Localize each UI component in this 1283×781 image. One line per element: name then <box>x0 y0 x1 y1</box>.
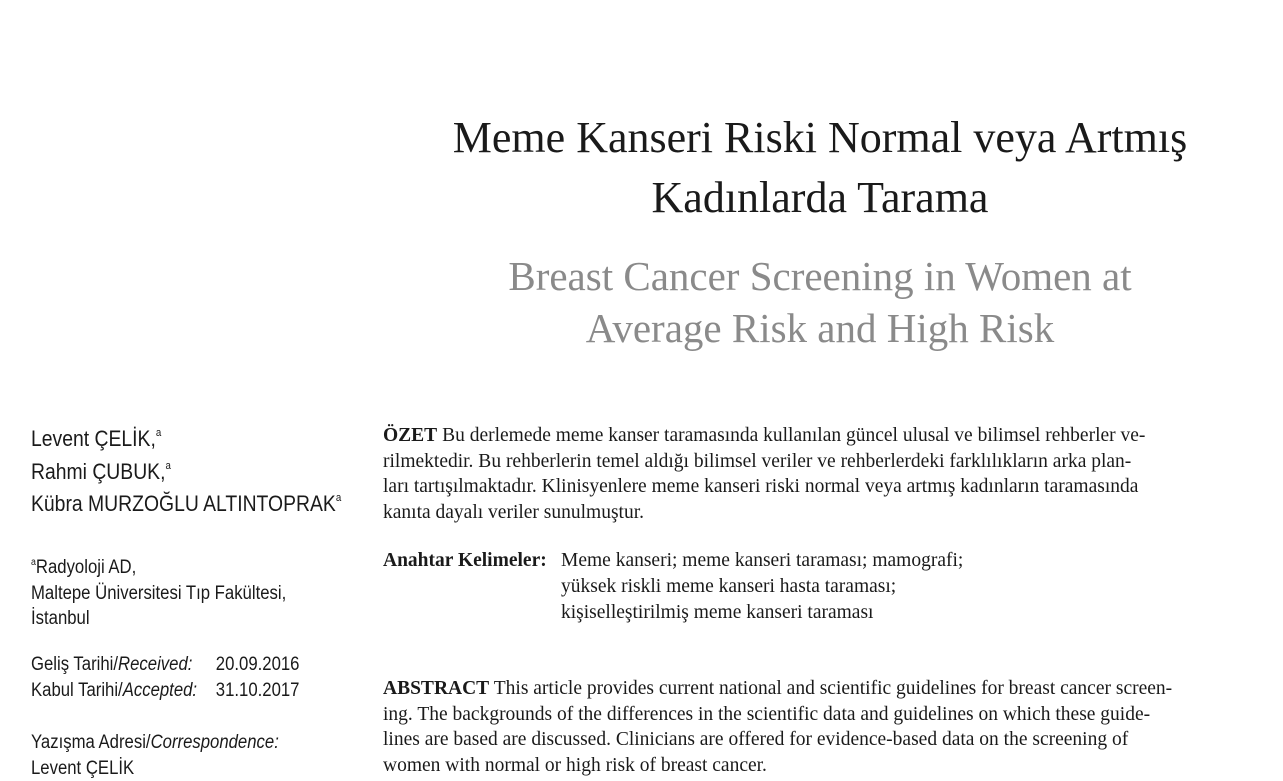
author-item <box>31 453 330 486</box>
author-name: Rahmi ÇUBUK, <box>31 459 165 484</box>
keywords-row <box>383 574 1253 600</box>
keyword-line: Meme kanseri; meme kanseri taraması; mamografi; <box>561 548 963 574</box>
ozet-line: rilmektedir. Bu rehberlerin temel aldığı bilimsel veriler ve rehberlerdeki farklılıkların arka plan- <box>383 449 1253 475</box>
title-en-line: Average Risk and High Risk <box>380 302 1260 354</box>
abstract-line: lines are based are discussed. Clinicians are offered for evidence-based data on the screening of <box>383 727 1253 753</box>
author-name: Kübra MURZOĞLU ALTINTOPRAK <box>31 491 336 516</box>
accepted-date: 31.10.2017 <box>216 678 300 704</box>
ozet-line: ÖZET Bu derlemede meme kanser taramasında kullanılan güncel ulusal ve bilimsel rehberler ve- <box>383 423 1253 449</box>
author-affiliation-mark: a <box>156 427 161 439</box>
correspondence-label: Yazışma Adresi/Correspondence: <box>31 730 279 756</box>
correspondence <box>31 730 279 781</box>
keyword-line: yüksek riskli meme kanseri hasta taraması; <box>561 574 896 600</box>
keywords-section <box>383 548 1253 626</box>
author-list <box>31 420 330 518</box>
article-dates <box>31 652 299 703</box>
affiliation <box>31 550 286 632</box>
title-en-line: Breast Cancer Screening in Women at <box>380 250 1260 302</box>
ozet-line: ları tartışılmaktadır. Klinisyenlere meme kanseri riski normal veya artmış kadınların taramasında <box>383 474 1253 500</box>
abstract-line: ABSTRACT This article provides current national and scientific guidelines for breast cancer screen- <box>383 676 1253 702</box>
ozet-label: ÖZET <box>383 425 437 446</box>
abstract-label: ABSTRACT <box>383 678 489 699</box>
affiliation-line: $^a$Radyoloji AD, <box>31 550 286 581</box>
affiliation-line: Maltepe Üniversitesi Tıp Fakültesi, <box>31 581 286 607</box>
article-title-turkish <box>380 108 1260 228</box>
article-title-english <box>380 250 1260 354</box>
keywords-row <box>383 600 1253 626</box>
ozet-section <box>383 423 1253 525</box>
author-name: Levent ÇELİK, <box>31 426 156 451</box>
author-affiliation-mark: a <box>165 460 170 472</box>
keywords-label: Anahtar Kelimeler: <box>383 548 561 574</box>
accepted-label: Kabul Tarihi/Accepted: <box>31 678 216 704</box>
title-tr-line: Meme Kanseri Riski Normal veya Artmış <box>380 108 1260 168</box>
correspondence-name: Levent ÇELİK <box>31 756 279 781</box>
received-date: 20.09.2016 <box>216 652 300 678</box>
received-date-row <box>31 652 299 678</box>
article-sidebar <box>31 420 371 518</box>
received-label: Geliş Tarihi/Received: <box>31 652 216 678</box>
accepted-date-row <box>31 678 299 704</box>
title-tr-line: Kadınlarda Tarama <box>380 168 1260 228</box>
affiliation-mark: a <box>31 557 36 568</box>
abstract-section <box>383 676 1253 778</box>
keyword-line: kişiselleştirilmiş meme kanseri taraması <box>561 600 873 626</box>
affiliation-line: İstanbul <box>31 606 286 632</box>
abstract-line: ing. The backgrounds of the differences in the scientific data and guidelines on which these guide- <box>383 702 1253 728</box>
author-item <box>31 485 330 518</box>
keywords-row <box>383 548 1253 574</box>
author-affiliation-mark: a <box>336 492 341 504</box>
author-item <box>31 420 330 453</box>
ozet-line: kanıta dayalı veriler sunulmuştur. <box>383 500 1253 526</box>
abstract-line: women with normal or high risk of breast cancer. <box>383 753 1253 779</box>
